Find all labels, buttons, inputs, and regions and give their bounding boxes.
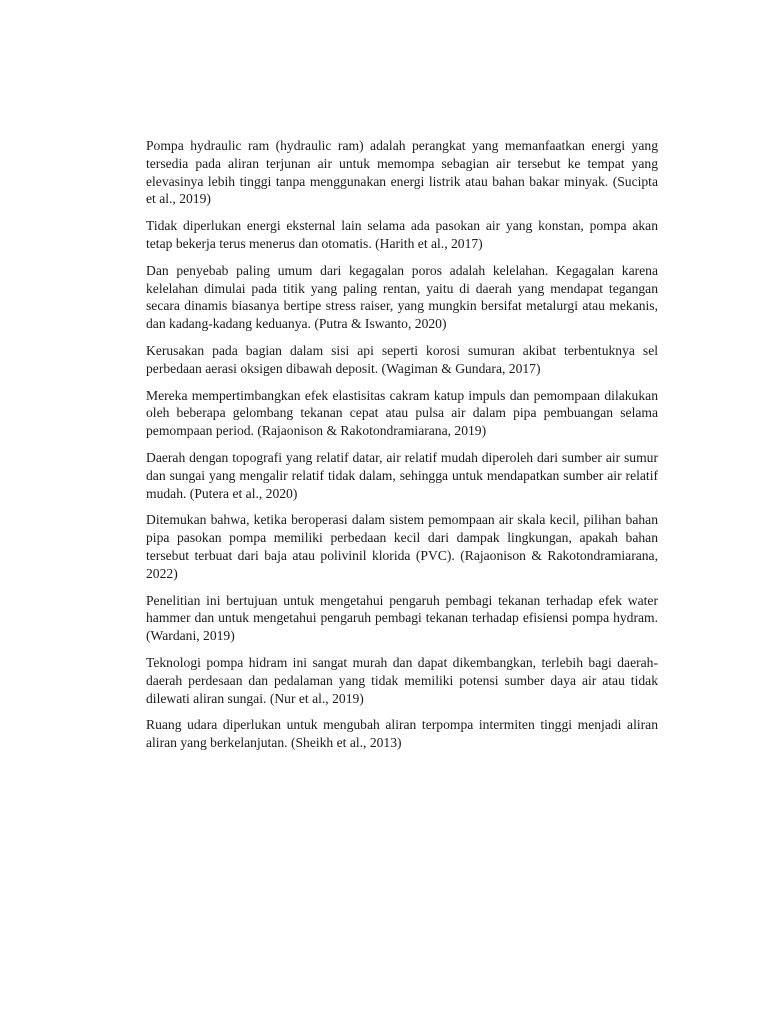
paragraph-9: Teknologi pompa hidram ini sangat murah dan dapat dikembangkan, terlebih bagi daerah-daerah perdesaan dan pedalaman yang tidak memiliki potensi sumber daya air atau tidak dilewati aliran sungai. (Nur et al., 2019) [146, 654, 658, 706]
paragraph-8: Penelitian ini bertujuan untuk mengetahui pengaruh pembagi tekanan terhadap efek water hammer dan untuk mengetahui pengaruh pembagi tekanan terhadap efisiensi pompa hydram. (Wardani, 2019) [146, 592, 658, 644]
document-body [146, 137, 658, 761]
paragraph-4: Kerusakan pada bagian dalam sisi api seperti korosi sumuran akibat terbentuknya sel perbedaan aerasi oksigen dibawah deposit. (Wagiman & Gundara, 2017) [146, 342, 658, 376]
paragraph-5: Mereka mempertimbangkan efek elastisitas cakram katup impuls dan pemompaan dilakukan oleh beberapa gelombang tekanan cepat atau pulsa air dalam pipa pembuangan selama pemompaan period. (Rajaonison & Rakotondramiarana, 2019) [146, 387, 658, 439]
paragraph-10: Ruang udara diperlukan untuk mengubah aliran terpompa intermiten tinggi menjadi aliran aliran yang berkelanjutan. (Sheikh et al., 2013) [146, 717, 658, 751]
paragraph-2: Tidak diperlukan energi eksternal lain selama ada pasokan air yang konstan, pompa akan tetap bekerja terus menerus dan otomatis. (Harith et al., 2017) [146, 218, 658, 251]
paragraph-6: Daerah dengan topografi yang relatif datar, air relatif mudah diperoleh dari sumber air sumur dan sungai yang mengalir relatif tidak dalam, sehingga untuk mendapatkan sumber air relatif mudah. (Putera et al., 2020) [146, 449, 658, 501]
paragraph-3: Dan penyebab paling umum dari kegagalan poros adalah kelelahan. Kegagalan karena kelelahan dimulai pada titik yang paling rentan, yaitu di daerah yang mendapat tegangan secara dinamis biasanya bertipe stress raiser, yang mungkin bersifat metalurgi atau mekanis, dan kadang-kadang keduanya. (Putra & Iswanto, 2020) [146, 262, 658, 332]
paragraph-1: Pompa hydraulic ram (hydraulic ram) adalah perangkat yang memanfaatkan energi yang tersedia pada aliran terjunan air untuk memompa sebagian air tersebut ke tempat yang elevasinya lebih tinggi tanpa menggunakan energi listrik atau bahan bakar minyak. (Sucipta et al., 2019) [146, 138, 658, 207]
paragraph-7: Ditemukan bahwa, ketika beroperasi dalam sistem pemompaan air skala kecil, pilihan bahan pipa pasokan pompa memiliki perbedaan kecil dari dampak lingkungan, apakah bahan tersebut terbuat dari baja atau polivinil klorida (PVC). (Rajaonison & Rakotondramiarana, 2022) [146, 512, 658, 581]
